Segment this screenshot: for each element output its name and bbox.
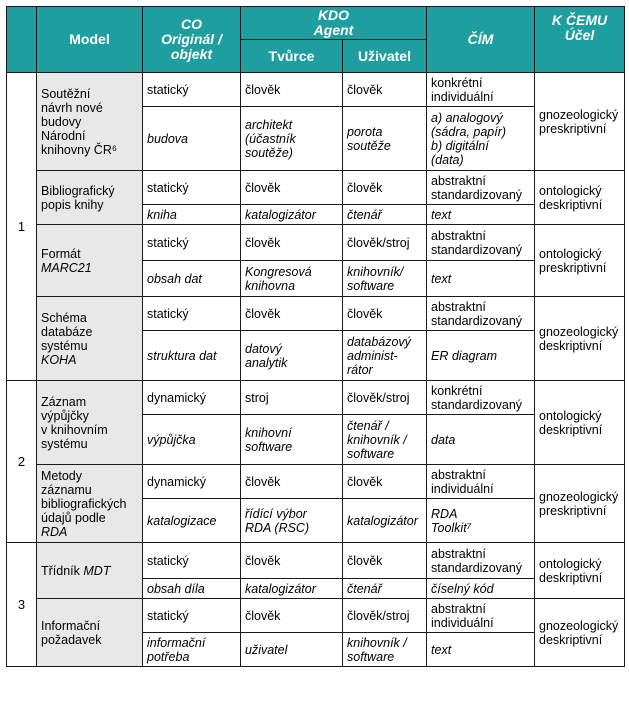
creator-cell: člověk xyxy=(241,225,343,261)
original-cell: obsah dat xyxy=(143,261,241,297)
original-cell: statický xyxy=(143,73,241,107)
purpose-cell: ontologický preskriptivní xyxy=(535,225,625,297)
means-cell: konkrétní individuální xyxy=(427,73,535,107)
means-cell: text xyxy=(427,205,535,225)
original-cell: katalogizace xyxy=(143,499,241,543)
creator-cell: knihovní software xyxy=(241,415,343,465)
creator-cell: katalogizátor xyxy=(241,579,343,599)
model-cell xyxy=(37,543,143,599)
purpose-cell: gnozeologický deskriptivní xyxy=(535,599,625,667)
model-label: Metody záznamu bibliografických údajů podle xyxy=(41,468,127,525)
model-cell xyxy=(37,225,143,297)
user-cell: katalogizátor xyxy=(343,499,427,543)
model-label: Třídník xyxy=(41,563,80,578)
header-uzivatel: Uživatel xyxy=(343,40,427,73)
original-cell: dynamický xyxy=(143,381,241,415)
means-cell: a) analogový (sádra, papír) b) digitální (data) xyxy=(427,107,535,171)
model-label-italic: RDA xyxy=(41,524,68,539)
creator-cell: datový analytik xyxy=(241,331,343,381)
original-cell: výpůjčka xyxy=(143,415,241,465)
purpose-cell: ontologický deskriptivní xyxy=(535,543,625,599)
original-cell: informační potřeba xyxy=(143,633,241,667)
creator-cell: architekt (účastník soutěže) xyxy=(241,107,343,171)
user-cell: čtenář xyxy=(343,579,427,599)
means-cell: ER diagram xyxy=(427,331,535,381)
user-cell: člověk xyxy=(343,171,427,205)
user-cell: člověk/stroj xyxy=(343,225,427,261)
purpose-cell: gnozeologický deskriptivní xyxy=(535,297,625,381)
creator-cell: řídící výbor RDA (RSC) xyxy=(241,499,343,543)
model-cell: Soutěžní návrh nové budovy Národní knihovny ČR⁶ xyxy=(37,73,143,171)
user-cell: čtenář / knihovník / software xyxy=(343,415,427,465)
user-cell: člověk xyxy=(343,465,427,499)
header-tvurce: Tvůrce xyxy=(241,40,343,73)
model-label-italic: MDT xyxy=(83,563,111,578)
means-cell: abstraktní standardizovaný xyxy=(427,225,535,261)
purpose-cell: gnozeologický preskriptivní xyxy=(535,465,625,543)
means-cell: text xyxy=(427,261,535,297)
model-cell xyxy=(37,465,143,543)
models-table xyxy=(6,6,625,667)
header-co: CO Originál / objekt xyxy=(143,7,241,73)
group-number: 1 xyxy=(7,73,37,381)
creator-cell: člověk xyxy=(241,171,343,205)
purpose-cell: ontologický deskriptivní xyxy=(535,381,625,465)
user-cell: čtenář xyxy=(343,205,427,225)
means-cell: abstraktní individuální xyxy=(427,599,535,633)
creator-cell: Kongresová knihovna xyxy=(241,261,343,297)
original-cell: struktura dat xyxy=(143,331,241,381)
original-cell: statický xyxy=(143,297,241,331)
user-cell: člověk/stroj xyxy=(343,599,427,633)
means-cell: text xyxy=(427,633,535,667)
model-cell xyxy=(37,297,143,381)
header-cim: ČÍM xyxy=(427,7,535,73)
user-cell: člověk xyxy=(343,543,427,579)
purpose-cell: gnozeologický preskriptivní xyxy=(535,73,625,171)
creator-cell: člověk xyxy=(241,543,343,579)
model-cell: Bibliografický popis knihy xyxy=(37,171,143,225)
original-cell: obsah díla xyxy=(143,579,241,599)
means-cell: číselný kód xyxy=(427,579,535,599)
means-cell: abstraktní standardizovaný xyxy=(427,543,535,579)
original-cell: kniha xyxy=(143,205,241,225)
original-cell: budova xyxy=(143,107,241,171)
original-cell: statický xyxy=(143,225,241,261)
user-cell: knihovník / software xyxy=(343,633,427,667)
original-cell: statický xyxy=(143,171,241,205)
means-cell: abstraktní standardizovaný xyxy=(427,297,535,331)
creator-cell: stroj xyxy=(241,381,343,415)
creator-cell: člověk xyxy=(241,297,343,331)
user-cell: databázový administ- rátor xyxy=(343,331,427,381)
user-cell: člověk/stroj xyxy=(343,381,427,415)
creator-cell: uživatel xyxy=(241,633,343,667)
original-cell: statický xyxy=(143,543,241,579)
group-number: 3 xyxy=(7,543,37,667)
user-cell: knihovník/ software xyxy=(343,261,427,297)
original-cell: statický xyxy=(143,599,241,633)
means-cell: konkrétní standardizovaný xyxy=(427,381,535,415)
means-cell: data xyxy=(427,415,535,465)
model-label-italic: MARC21 xyxy=(41,260,92,275)
header-kdo: KDO Agent xyxy=(241,7,427,40)
user-cell: člověk xyxy=(343,297,427,331)
model-label: Schéma databáze systému xyxy=(41,310,93,353)
group-number: 2 xyxy=(7,381,37,543)
creator-cell: člověk xyxy=(241,73,343,107)
creator-cell: člověk xyxy=(241,599,343,633)
creator-cell: člověk xyxy=(241,465,343,499)
header-model: Model xyxy=(37,7,143,73)
means-cell: abstraktní individuální xyxy=(427,465,535,499)
header-ucel: K ČEMU Účel xyxy=(535,7,625,73)
model-cell: Informační požadavek xyxy=(37,599,143,667)
model-label: Formát xyxy=(41,246,81,261)
model-cell: Záznam výpůjčky v knihovním systému xyxy=(37,381,143,465)
original-cell: dynamický xyxy=(143,465,241,499)
model-label-italic: KOHA xyxy=(41,352,77,367)
creator-cell: katalogizátor xyxy=(241,205,343,225)
means-cell: abstraktní standardizovaný xyxy=(427,171,535,205)
user-cell: porota soutěže xyxy=(343,107,427,171)
header-blank xyxy=(7,7,37,73)
user-cell: člověk xyxy=(343,73,427,107)
purpose-cell: ontologický deskriptivní xyxy=(535,171,625,225)
means-cell: RDA Toolkit⁷ xyxy=(427,499,535,543)
